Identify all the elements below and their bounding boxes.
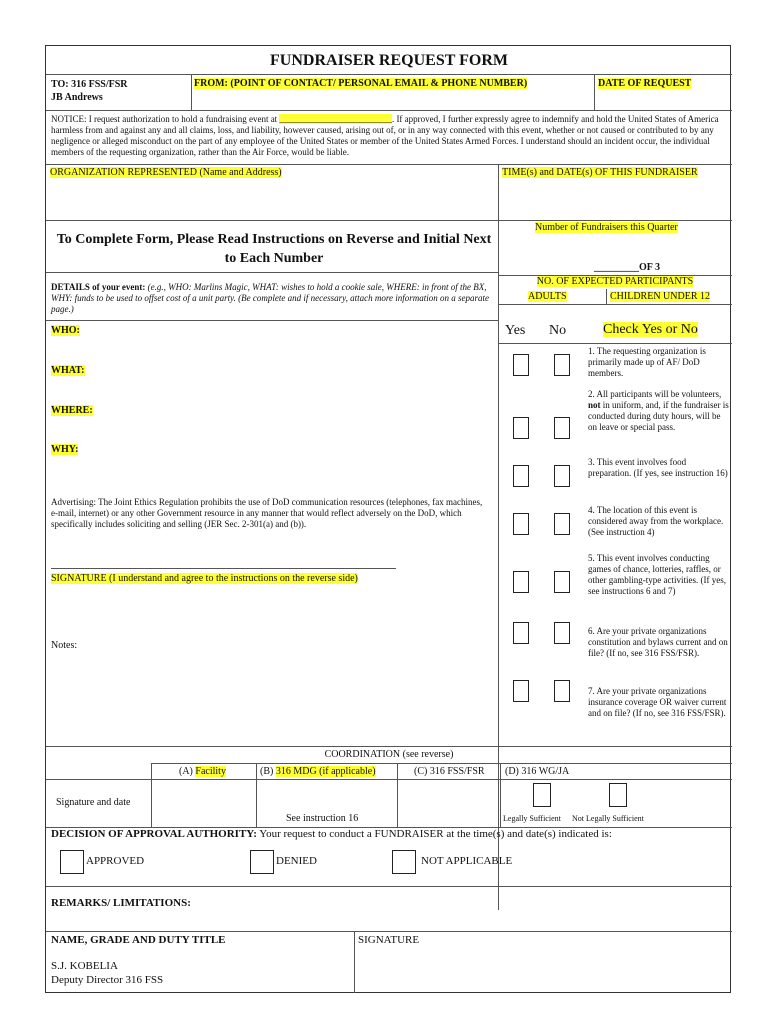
approval-signature-field[interactable] xyxy=(358,949,728,991)
legally-sufficient-checkbox[interactable] xyxy=(533,783,551,807)
coord-c-label: (C) 316 FSS/FSR xyxy=(414,766,485,777)
time-date-field[interactable] xyxy=(502,181,728,219)
coord-a-label: (A) Facility xyxy=(179,766,226,777)
children-label: CHILDREN UNDER 12 xyxy=(610,291,710,302)
denied-checkbox[interactable] xyxy=(250,850,274,874)
item-2: 2. All participants will be volunteers, not in uniform, and, if the fundraiser is conducted during duty hours, will be on leave or special pass. xyxy=(588,389,729,432)
see-instruction-16: See instruction 16 xyxy=(286,813,359,824)
coord-d-label: (D) 316 WG/JA xyxy=(505,766,570,777)
date-of-request-label: DATE OF REQUEST xyxy=(598,78,692,89)
advertising-notice: Advertising: The Joint Ethics Regulation prohibits the use of DoD communication resources (telephones, fax machines, e-mail, internet) or any other Government resource in any manner that would reflect adversely on the DoD, which specifically includes soliciting and selling (JER Sec. 2-301(a) and (b)). xyxy=(51,497,483,529)
what-label: WHAT: xyxy=(51,365,85,376)
not-applicable-label: NOT APPLICABLE xyxy=(421,855,513,867)
item-6-yes-checkbox[interactable] xyxy=(513,622,529,644)
item-6-no-checkbox[interactable] xyxy=(554,622,570,644)
what-field[interactable] xyxy=(96,362,491,392)
signature-and-date-label: Signature and date xyxy=(56,797,131,808)
where-field[interactable] xyxy=(101,402,491,432)
item-3-no-checkbox[interactable] xyxy=(554,465,570,487)
no-header: No xyxy=(549,323,567,338)
item-1-yes-checkbox[interactable] xyxy=(513,354,529,376)
notes-field[interactable] xyxy=(86,636,491,736)
location-blank[interactable]: _________________________ xyxy=(279,114,392,124)
fundraiser-request-form xyxy=(45,45,731,993)
signer-name: S.J. KOBELIA xyxy=(51,960,118,972)
details-text: DETAILS of your event: (e.g., WHO: Marlins Magic, WHAT: wishes to hold a cookie sale, WHERE: in front of the BX, WHY: funds to be used to offset cost of a unit party. (Be complete and if necessary, attach more information on a separate page.) xyxy=(51,282,490,314)
adults-label: ADULTS xyxy=(528,291,567,302)
instructions-heading: To Complete Form, Please Read Instructions on Reverse and Initial Next to Each Number xyxy=(56,232,492,266)
signature-field[interactable] xyxy=(51,544,396,566)
coord-b-signature[interactable] xyxy=(258,781,396,811)
check-yes-no-label: Check Yes or No xyxy=(603,322,698,337)
item-7: 7. Are your private organizations insurance coverage OR waiver current and on file? (If no, see 316 FSS/FSR). xyxy=(588,686,727,718)
approved-label: APPROVED xyxy=(86,855,145,867)
coord-b-label: (B) 316 MDG (if applicable) xyxy=(260,766,376,777)
notice-text: NOTICE: I request authorization to hold a fundraising event at _________________________. If approved, I further expressly agree to indemnify and hold the United States of America harmless from and against any and all claims, loss, and liability, however caused, arising out of, or in any way connected with this event, whether or not caused or contributed to by any negligence or alleged misconduct on the part of any employee of the United States or member of the United States Armed Forces. I understand should an incident occur, the individual members of the requesting organization, rather than the Air Force, would be liable. xyxy=(51,114,719,157)
notes-label: Notes: xyxy=(51,640,78,651)
legally-sufficient-label: Legally Sufficient xyxy=(503,814,561,823)
signature-label: SIGNATURE (I understand and agree to the instructions on the reverse side) xyxy=(51,573,358,584)
denied-label: DENIED xyxy=(276,855,317,867)
coord-a-signature[interactable] xyxy=(153,781,255,827)
not-applicable-checkbox[interactable] xyxy=(392,850,416,874)
coord-c-signature[interactable] xyxy=(399,781,499,827)
form-title: FUNDRAISER REQUEST FORM xyxy=(270,52,508,69)
item-4: 4. The location of this event is considered away from the workplace. (See instruction 4) xyxy=(588,505,724,537)
item-5-no-checkbox[interactable] xyxy=(554,571,570,593)
from-label: FROM: (POINT OF CONTACT/ PERSONAL EMAIL & PHONE NUMBER) xyxy=(194,78,528,89)
remarks-field[interactable] xyxy=(48,910,730,930)
item-2-yes-checkbox[interactable] xyxy=(513,417,529,439)
not-legally-sufficient-label: Not Legally Sufficient xyxy=(572,814,644,823)
remarks-label: REMARKS/ LIMITATIONS: xyxy=(51,897,191,909)
item-7-yes-checkbox[interactable] xyxy=(513,680,529,702)
why-label: WHY: xyxy=(51,444,79,455)
to-label: TO: 316 FSS/FSR xyxy=(51,79,128,90)
approval-signature-label: SIGNATURE xyxy=(358,934,420,946)
name-grade-title-label: NAME, GRADE AND DUTY TITLE xyxy=(51,934,226,946)
num-fundraisers-label: Number of Fundraisers this Quarter xyxy=(535,222,678,233)
who-label: WHO: xyxy=(51,325,80,336)
decision-text: DECISION OF APPROVAL AUTHORITY: Your request to conduct a FUNDRAISER at the time(s) and date(s) indicated is: xyxy=(51,828,612,840)
where-label: WHERE: xyxy=(51,405,93,416)
item-7-no-checkbox[interactable] xyxy=(554,680,570,702)
item-5: 5. This event involves conducting games of chance, lotteries, raffles, or other gambling-type activities. (If yes, see instructions 6 and 7) xyxy=(588,553,726,596)
item-4-yes-checkbox[interactable] xyxy=(513,513,529,535)
item-3-yes-checkbox[interactable] xyxy=(513,465,529,487)
why-field[interactable] xyxy=(91,441,491,491)
of-3-field[interactable]: _________OF 3 xyxy=(594,262,661,273)
approved-checkbox[interactable] xyxy=(60,850,84,874)
item-1: 1. The requesting organization is primarily made up of AF/ DoD members. xyxy=(588,346,706,378)
item-1-no-checkbox[interactable] xyxy=(554,354,570,376)
organization-field[interactable] xyxy=(48,181,496,219)
item-2-no-checkbox[interactable] xyxy=(554,417,570,439)
item-4-no-checkbox[interactable] xyxy=(554,513,570,535)
item-5-yes-checkbox[interactable] xyxy=(513,571,529,593)
who-field[interactable] xyxy=(91,324,491,354)
coordination-label: COORDINATION (see reverse) xyxy=(324,749,454,760)
yes-header: Yes xyxy=(505,323,526,338)
item-3: 3. This event involves food preparation. (If yes, see instruction 16) xyxy=(588,457,728,478)
expected-participants-label: NO. OF EXPECTED PARTICIPANTS xyxy=(536,276,694,287)
organization-label: ORGANIZATION REPRESENTED (Name and Address) xyxy=(50,167,282,178)
time-date-label: TIME(s) and DATE(s) OF THIS FUNDRAISER xyxy=(502,167,698,178)
item-6: 6. Are your private organizations constitution and bylaws current and on file? (If no, see 316 FSS/FSR). xyxy=(588,626,728,658)
signer-title: Deputy Director 316 FSS xyxy=(51,974,164,986)
to-sub: JB Andrews xyxy=(51,92,103,103)
not-legally-sufficient-checkbox[interactable] xyxy=(609,783,627,807)
